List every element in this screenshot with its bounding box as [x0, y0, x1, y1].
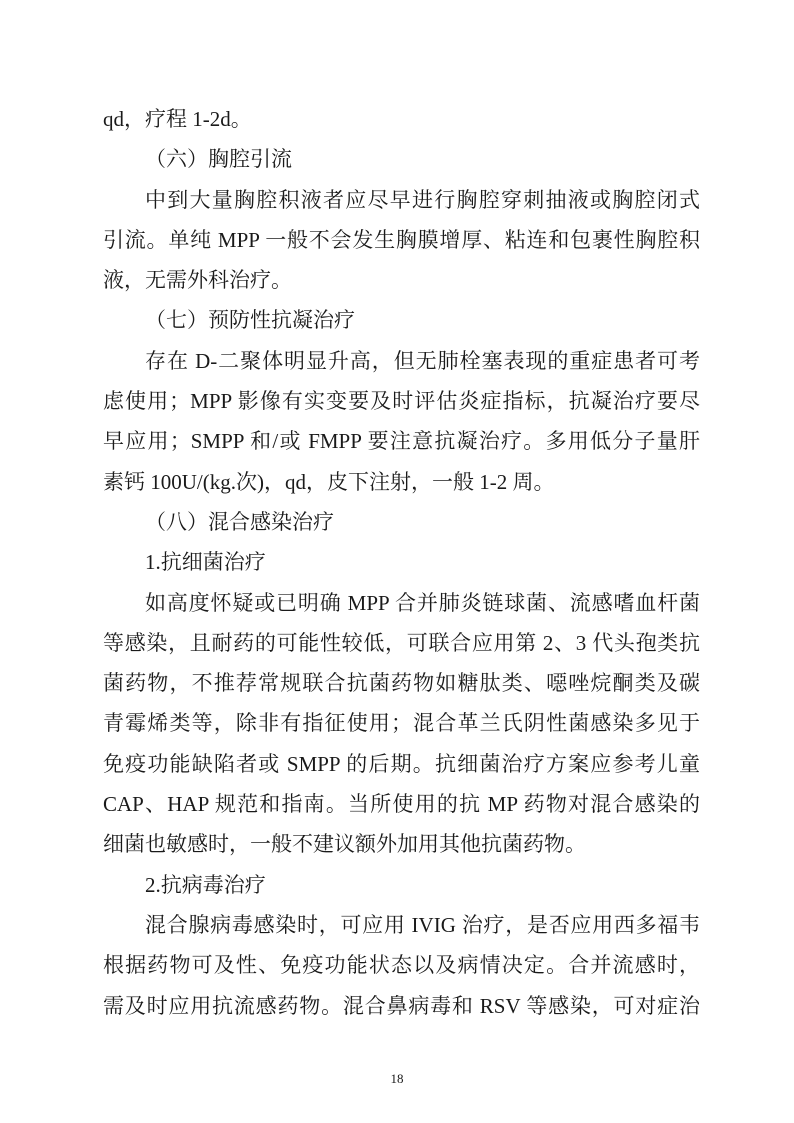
body-text-line: 液，无需外科治疗。 — [103, 268, 292, 293]
page-number: 18 — [390, 1071, 404, 1086]
body-text-line: 引流。单纯 MPP 一般不会发生胸膜增厚、粘连和包裹性胸腔积 — [103, 227, 700, 252]
body-text-line: 存在 D-二聚体明显升高，但无肺栓塞表现的重症患者可考 — [145, 348, 700, 373]
body-text-line: qd，疗程 1-2d。 — [103, 107, 252, 131]
subsection-heading-2: 2.抗病毒治疗 — [145, 872, 266, 897]
section-heading-8: （八）混合感染治疗 — [145, 509, 334, 534]
body-text-line: 菌药物，不推荐常规联合抗菌药物如糖肽类、噁唑烷酮类及碳 — [103, 671, 700, 696]
body-text-line: 如高度怀疑或已明确 MPP 合并肺炎链球菌、流感嗜血杆菌 — [145, 590, 700, 615]
section-heading-6: （六）胸腔引流 — [145, 147, 292, 172]
body-text-line: 青霉烯类等，除非有指征使用；混合革兰氏阴性菌感染多见于 — [103, 711, 700, 736]
section-heading-7: （七）预防性抗凝治疗 — [145, 308, 355, 333]
body-text-line: 根据药物可及性、免疫功能状态以及病情决定。合并流感时， — [103, 953, 700, 978]
body-text-line: 免疫功能缺陷者或 SMPP 的后期。抗细菌治疗方案应参考儿童 — [103, 751, 700, 776]
body-text-line: 虑使用；MPP 影像有实变要及时评估炎症指标，抗凝治疗要尽 — [103, 389, 700, 414]
body-text-line: 早应用；SMPP 和/或 FMPP 要注意抗凝治疗。多用低分子量肝 — [103, 429, 700, 454]
body-text-line: 需及时应用抗流感药物。混合鼻病毒和 RSV 等感染，可对症治 — [103, 993, 700, 1018]
body-text-line: 细菌也敏感时，一般不建议额外加用其他抗菌药物。 — [103, 832, 586, 857]
body-text-line: 素钙 100U/(kg.次)，qd，皮下注射，一般 1-2 周。 — [103, 469, 555, 494]
body-text-line: 混合腺病毒感染时，可应用 IVIG 治疗，是否应用西多福韦 — [145, 912, 700, 937]
document-body — [103, 99, 700, 1026]
body-text-line: 中到大量胸腔积液者应尽早进行胸腔穿刺抽液或胸腔闭式 — [145, 187, 700, 212]
subsection-heading-1: 1.抗细菌治疗 — [145, 550, 266, 575]
body-text-line: CAP、HAP 规范和指南。当所使用的抗 MP 药物对混合感染的 — [103, 792, 700, 817]
body-text-line: 等感染，且耐药的可能性较低，可联合应用第 2、3 代头孢类抗 — [103, 630, 700, 655]
